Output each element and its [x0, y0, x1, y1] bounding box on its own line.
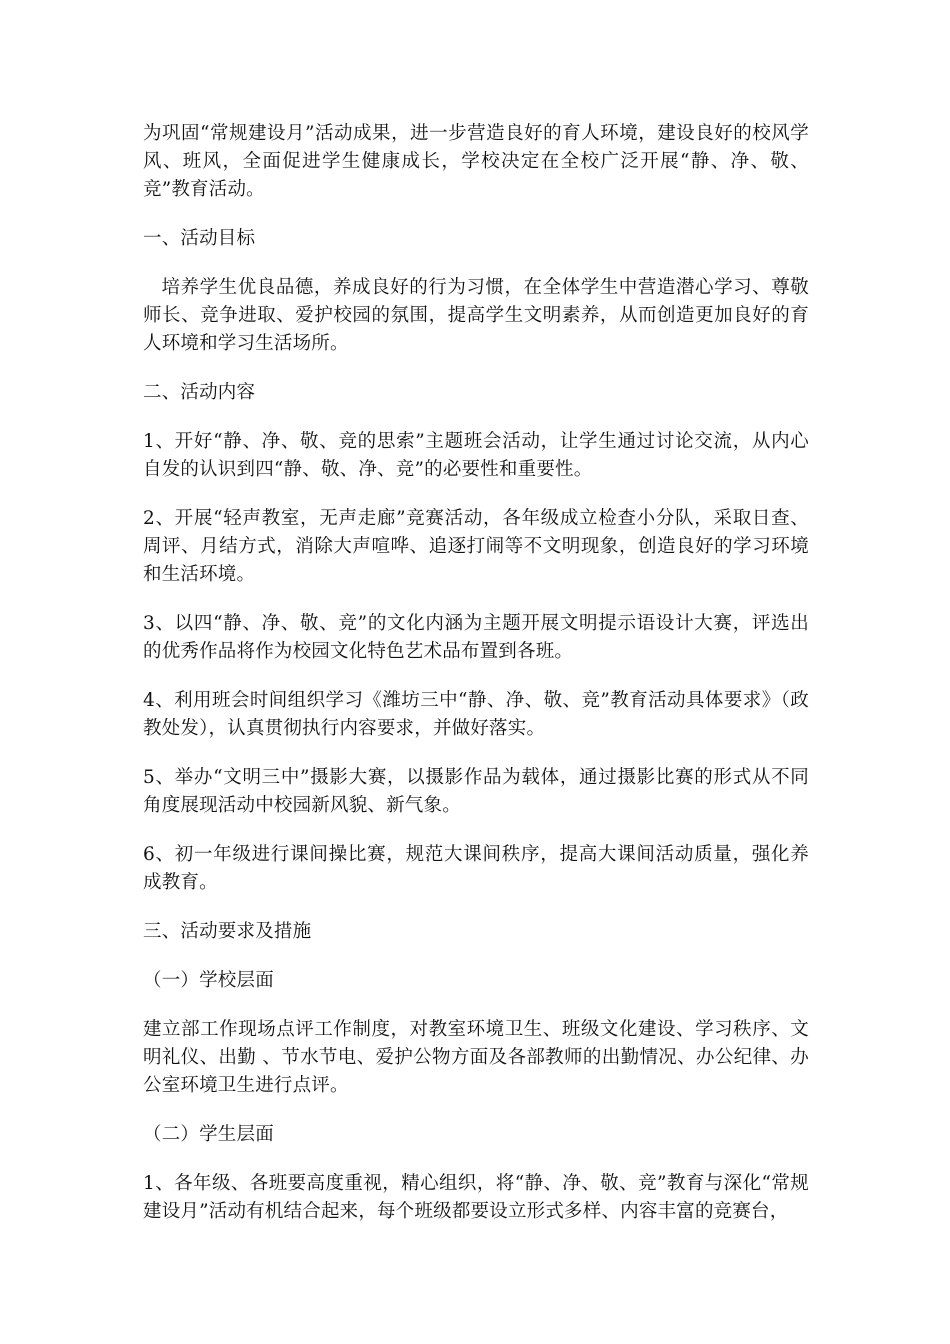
content-item-3: 3、以四“静、净、敬、竞”的文化内涵为主题开展文明提示语设计大赛，评选出的优秀作品将作为校园文化特色艺术品布置到各班。 — [143, 613, 809, 662]
content-item-6: 6、初一年级进行课间操比赛，规范大课间秩序，提高大课间活动质量，强化养成教育。 — [143, 844, 809, 893]
school-paragraph: 建立部工作现场点评工作制度，对教室环境卫生、班级文化建设、学习秩序、文明礼仪、出勤 、节水节电、爱护公物方面及各部教师的出勤情况、办公纪律、办公室环境卫生进行点评。 — [143, 1019, 809, 1096]
content-item-5: 5、举办“文明三中”摄影大赛，以摄影作品为载体，通过摄影比赛的形式从不同角度展现活动中校园新风貌、新气象。 — [143, 767, 809, 816]
content-item-4: 4、利用班会时间组织学习《潍坊三中“静、净、敬、竞”教育活动具体要求》（政教处发），认真贯彻执行内容要求，并做好落实。 — [143, 690, 809, 739]
content-item-2: 2、开展“轻声教室，无声走廊”竞赛活动，各年级成立检查小分队，采取日查、周评、月结方式，消除大声喧哗、追逐打闹等不文明现象，创造良好的学习环境和生活环境。 — [143, 508, 809, 585]
intro-paragraph: 为巩固“常规建设月”活动成果，进一步营造良好的育人环境，建设良好的校风学风、班风，全面促进学生健康成长，学校决定在全校广泛开展“静、净、敬、竞”教育活动。 — [143, 123, 809, 200]
section-heading-content: 二、活动内容 — [143, 382, 256, 403]
goals-paragraph: 培养学生优良品德，养成良好的行为习惯，在全体学生中营造潜心学习、尊敬师长、竞争进取、爱护校园的氛围，提高学生文明素养，从而创造更加良好的育人环境和学习生活场所。 — [143, 277, 809, 354]
subheading-student: （二）学生层面 — [143, 1124, 274, 1145]
subheading-school: （一）学校层面 — [143, 970, 274, 991]
content-item-1: 1、开好“静、净、敬、竞的思索”主题班会活动，让学生通过讨论交流，从内心自发的认识到四“静、敬、净、竞”的必要性和重要性。 — [143, 431, 809, 480]
section-heading-requirements: 三、活动要求及措施 — [143, 921, 312, 942]
section-heading-goals: 一、活动目标 — [143, 228, 256, 249]
student-paragraph: 1、各年级、各班要高度重视，精心组织，将“静、净、敬、竞”教育与深化“常规建设月”活动有机结合起来，每个班级都要设立形式多样、内容丰富的竞赛台， — [143, 1173, 809, 1222]
document-page — [143, 120, 809, 1247]
